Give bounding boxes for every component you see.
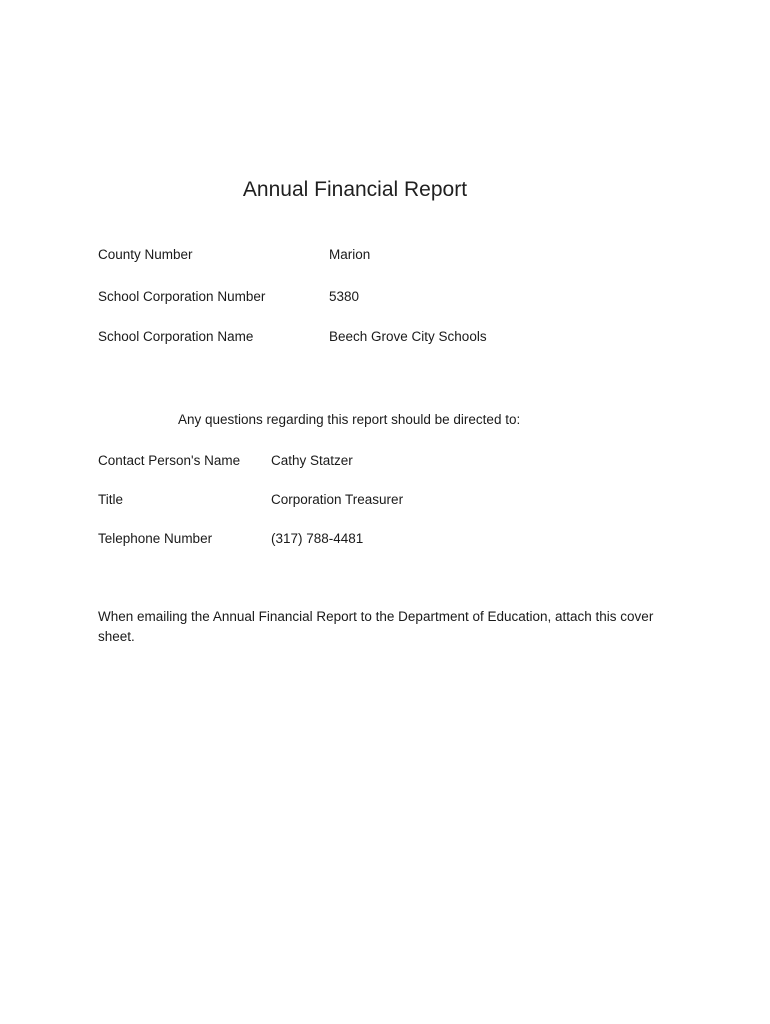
school-corporation-name-value: Beech Grove City Schools [329,329,487,344]
contact-name-label: Contact Person's Name [98,453,241,468]
contact-title-label: Title [98,492,124,507]
telephone-number-label: Telephone Number [98,531,213,546]
questions-heading: Any questions regarding this report should be directed to: [178,412,521,427]
contact-name-value: Cathy Statzer [271,453,353,468]
county-number-label: County Number [98,247,193,262]
telephone-number-value: (317) 788-4481 [271,531,364,546]
school-corporation-number-label: School Corporation Number [98,289,266,304]
school-corporation-number-value: 5380 [329,289,360,304]
contact-title-value: Corporation Treasurer [271,492,404,507]
page-title: Annual Financial Report [242,178,468,201]
school-corporation-name-label: School Corporation Name [98,329,254,344]
county-number-value: Marion [329,247,371,262]
email-instruction-note: When emailing the Annual Financial Report to the Department of Education, attach this cover sheet. [98,609,654,644]
